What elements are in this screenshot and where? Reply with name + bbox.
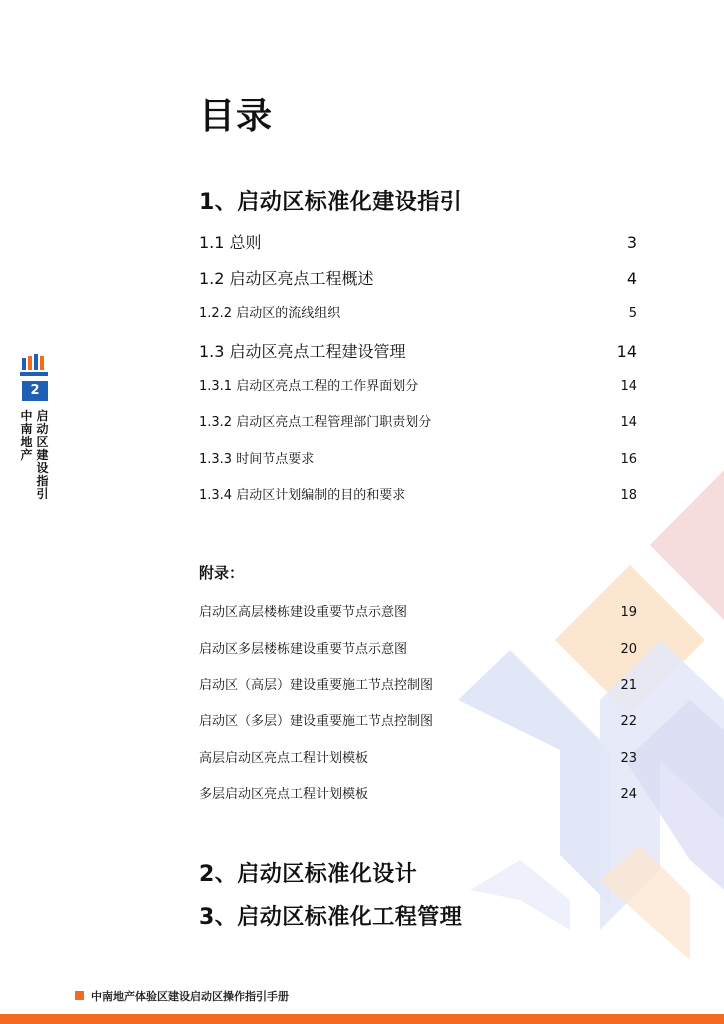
appendix-entry-page: 24 [620,787,637,802]
appendix-entry-label: 高层启动区亮点工程计划模板 [199,751,369,766]
toc-entry[interactable] [199,339,637,362]
appendix-entry-page: 23 [620,751,637,766]
toc-entry-label: 1.3.3 时间节点要求 [199,452,315,467]
appendix-entry-page: 21 [620,678,637,693]
toc-entry-page: 14 [616,342,637,361]
appendix-entry-label: 启动区（高层）建设重要施工节点控制图 [199,678,434,693]
footer-text: 中南地产体验区建设启动区操作指引手册 [91,990,289,1003]
toc-entry-label: 1.1 总则 [199,233,262,252]
toc-entry[interactable] [199,411,637,430]
toc-entry-label: 1.2.2 启动区的流线组织 [199,306,341,321]
toc-entry[interactable] [199,484,637,503]
appendix-entry-page: 20 [620,642,637,657]
sidebar-company-name: 中南地产 [20,409,33,462]
toc-entry-page: 3 [626,233,637,252]
brand-logo-icon [20,352,50,378]
toc-entry-page: 14 [620,415,637,430]
appendix-entry-label: 启动区（多层）建设重要施工节点控制图 [199,714,434,729]
toc-entry-label: 1.3.2 启动区亮点工程管理部门职责划分 [199,415,432,430]
toc-entry-label: 1.3.4 启动区计划编制的目的和要求 [199,488,406,503]
appendix-entry-page: 22 [620,714,637,729]
section-heading-2[interactable]: 2、启动区标准化设计 [199,862,418,887]
toc-entry[interactable] [199,266,637,289]
toc-entry[interactable] [199,302,637,321]
toc-entry[interactable] [199,375,637,394]
appendix-entry[interactable] [199,638,637,657]
toc-entry-page: 14 [620,379,637,394]
section-heading-1: 1、启动区标准化建设指引 [199,190,463,215]
appendix-entry-page: 19 [620,605,637,620]
toc-entry-page: 4 [626,269,637,288]
appendix-entry[interactable] [199,674,637,693]
appendix-entry[interactable] [199,747,637,766]
appendix-entry[interactable] [199,601,637,620]
toc-entry-page: 5 [628,306,637,321]
appendix-entry-label: 多层启动区亮点工程计划模板 [199,787,369,802]
toc-entry[interactable] [199,448,637,467]
appendix-entry-label: 启动区高层楼栋建设重要节点示意图 [199,605,408,620]
appendix-entry[interactable] [199,710,637,729]
appendix-label: 附录： [199,564,245,582]
page-title: 目录 [199,96,274,137]
toc-entry-page: 18 [620,488,637,503]
bottom-accent-bar [0,1014,724,1024]
toc-entry-label: 1.2 启动区亮点工程概述 [199,269,374,288]
appendix-entry-label: 启动区多层楼栋建设重要节点示意图 [199,642,408,657]
sidebar-guide-title: 启动区建设指引 [36,409,49,501]
section-heading-3[interactable]: 3、启动区标准化工程管理 [199,905,463,930]
page-number-badge: 2 [22,381,48,401]
footer-marker-icon [75,991,84,1000]
toc-entry-label: 1.3 启动区亮点工程建设管理 [199,342,406,361]
toc-entry-page: 16 [620,452,637,467]
appendix-entry[interactable] [199,783,637,802]
toc-entry[interactable] [199,230,637,253]
toc-entry-label: 1.3.1 启动区亮点工程的工作界面划分 [199,379,419,394]
